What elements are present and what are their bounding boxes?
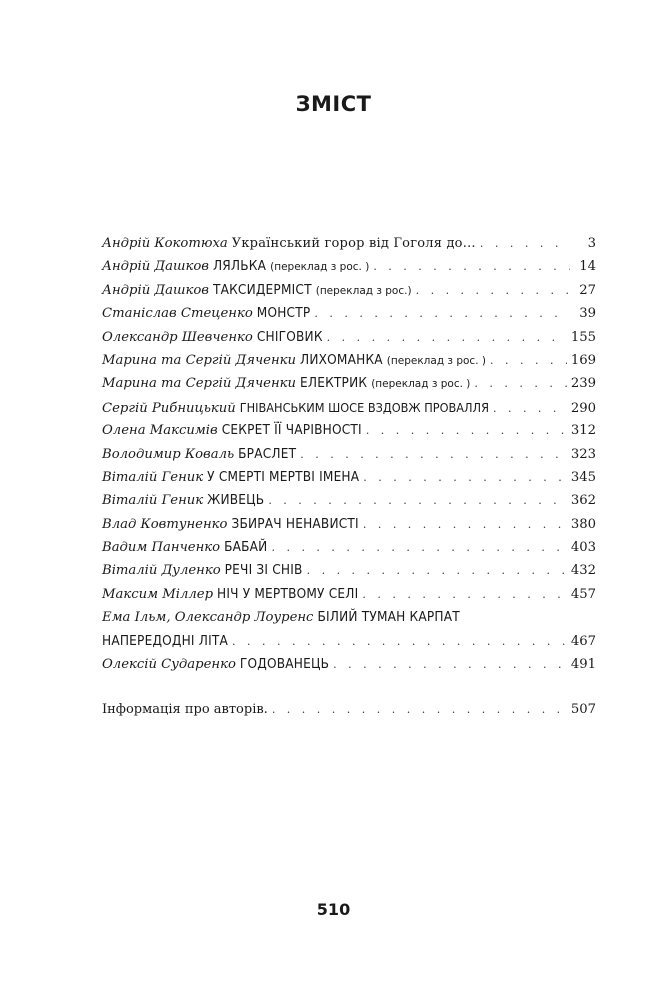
table-of-contents xyxy=(102,232,596,722)
toc-entry-authors-info[interactable] xyxy=(102,698,596,721)
toc-leader xyxy=(333,653,567,676)
toc-page: 403 xyxy=(570,540,596,556)
toc-page: 345 xyxy=(570,469,596,485)
toc-page: 380 xyxy=(570,516,596,532)
page-number: 510 xyxy=(316,900,351,919)
toc-work: БІЛИЙ ТУМАН КАРПАТ xyxy=(317,609,460,626)
toc-page: 507 xyxy=(570,702,596,718)
toc-entry[interactable] xyxy=(102,513,596,536)
toc-work: У СМЕРТІ МЕРТВІ ІМЕНА xyxy=(207,468,360,485)
toc-note: (переклад з рос. ) xyxy=(386,354,486,367)
toc-author: Андрій Дашков xyxy=(102,259,209,275)
toc-entry[interactable] xyxy=(102,255,596,278)
toc-work: ЕЛЕКТРИК xyxy=(300,375,368,392)
toc-author: Андрій Кокотюха xyxy=(102,236,228,251)
toc-page: 14 xyxy=(579,259,596,275)
toc-author: Андрій Дашков xyxy=(102,282,209,298)
toc-work: Український горор від Гоголя до… xyxy=(231,236,476,251)
toc-author: Марина та Сергій Дяченки xyxy=(102,352,297,368)
toc-entry[interactable] xyxy=(102,326,596,349)
toc-entry[interactable] xyxy=(102,396,596,419)
toc-work: НІЧ У МЕРТВОМУ СЕЛІ xyxy=(217,585,359,602)
toc-entry[interactable] xyxy=(102,279,596,302)
toc-page: 312 xyxy=(570,423,596,439)
toc-leader xyxy=(480,232,570,255)
toc-note: (переклад з рос. ) xyxy=(270,261,370,274)
toc-work: РЕЧІ ЗІ СНІВ xyxy=(224,562,303,579)
toc-work: СЕКРЕТ ЇЇ ЧАРІВНОСТІ xyxy=(221,422,362,439)
toc-work: ЖИВЕЦЬ xyxy=(207,492,265,509)
toc-work: ТАКСИДЕРМІСТ xyxy=(212,281,312,298)
toc-entry[interactable] xyxy=(102,536,596,559)
toc-work: НАПЕРЕДОДНІ ЛІТА xyxy=(102,632,228,649)
toc-leader xyxy=(272,698,567,721)
toc-work: ЗБИРАЧ НЕНАВИСТІ xyxy=(231,515,359,532)
toc-author: Олександр Шевченко xyxy=(102,329,253,345)
toc-page: 467 xyxy=(570,633,596,649)
toc-work: БРАСЛЕТ xyxy=(238,445,297,462)
toc-entry[interactable] xyxy=(102,489,596,512)
toc-entry[interactable] xyxy=(102,466,596,489)
toc-entry[interactable] xyxy=(102,443,596,466)
toc-leader xyxy=(366,419,567,442)
toc-entry[interactable] xyxy=(102,583,596,606)
toc-author: Ема Ільм, Олександр Лоуренс xyxy=(102,610,314,626)
toc-entry[interactable] xyxy=(102,653,596,676)
toc-entry[interactable] xyxy=(102,302,596,325)
toc-leader xyxy=(232,630,567,653)
toc-page: 362 xyxy=(570,493,596,509)
toc-leader xyxy=(268,489,567,512)
toc-work: БАБАЙ xyxy=(224,539,268,556)
toc-page: 155 xyxy=(570,329,596,345)
toc-author: Сергій Рибницький xyxy=(102,400,236,416)
toc-page: 457 xyxy=(570,586,596,602)
toc-author: Влад Ковтуненко xyxy=(102,516,228,532)
toc-entry[interactable] xyxy=(102,232,596,255)
toc-work: ЛЯЛЬКА xyxy=(212,258,267,275)
toc-leader xyxy=(362,583,566,606)
toc-page: 239 xyxy=(570,376,596,392)
toc-appendix-label: Інформація про авторів. xyxy=(102,702,268,718)
toc-entry-continuation[interactable] xyxy=(102,630,596,653)
toc-leader xyxy=(271,536,566,559)
toc-author: Максим Міллер xyxy=(102,586,214,602)
page-title: ЗМІСТ xyxy=(295,92,372,116)
toc-note: (переклад з рос. ) xyxy=(371,378,471,391)
toc-page: 27 xyxy=(579,282,596,298)
toc-page: 169 xyxy=(570,352,596,368)
toc-author: Олена Максимів xyxy=(102,423,218,439)
toc-author: Володимир Коваль xyxy=(102,446,235,462)
toc-page: 3 xyxy=(587,236,596,251)
toc-author: Олексій Сударенко xyxy=(102,657,236,673)
toc-entry[interactable] xyxy=(102,559,596,582)
toc-work: ГНІВАНСЬКИМ ШОСЕ ВЗДОВЖ ПРОВАЛЛЯ xyxy=(239,399,489,415)
toc-author: Марина та Сергій Дяченки xyxy=(102,376,297,392)
toc-leader xyxy=(307,559,567,582)
toc-leader xyxy=(373,255,570,278)
toc-work: СНІГОВИК xyxy=(256,328,323,345)
toc-leader xyxy=(416,279,570,302)
toc-page: 491 xyxy=(570,657,596,673)
toc-page: 323 xyxy=(570,446,596,462)
toc-page: 290 xyxy=(570,400,596,416)
toc-entry[interactable] xyxy=(102,372,596,395)
toc-author: Віталій Геник xyxy=(102,469,204,485)
toc-page: 39 xyxy=(579,306,596,322)
toc-page: 432 xyxy=(570,563,596,579)
toc-leader xyxy=(327,326,567,349)
toc-leader xyxy=(363,513,567,536)
toc-note: (переклад з рос.) xyxy=(315,284,412,297)
toc-leader xyxy=(490,349,567,372)
toc-entry[interactable] xyxy=(102,349,596,372)
toc-leader xyxy=(363,466,567,489)
toc-author: Станіслав Стеценко xyxy=(102,306,253,322)
toc-work: ГОДОВАНЕЦЬ xyxy=(239,656,330,673)
toc-work: МОНСТР xyxy=(256,305,311,322)
toc-author: Віталій Геник xyxy=(102,493,204,509)
toc-entry[interactable] xyxy=(102,606,596,629)
spacer xyxy=(102,676,596,698)
toc-leader xyxy=(493,397,567,420)
toc-author: Віталій Дуленко xyxy=(102,563,221,579)
toc-work: ЛИХОМАНКА xyxy=(300,351,383,368)
toc-leader xyxy=(474,372,566,395)
toc-entry[interactable] xyxy=(102,419,596,442)
toc-leader xyxy=(300,443,567,466)
toc-author: Вадим Панченко xyxy=(102,540,221,556)
toc-leader xyxy=(314,302,570,325)
